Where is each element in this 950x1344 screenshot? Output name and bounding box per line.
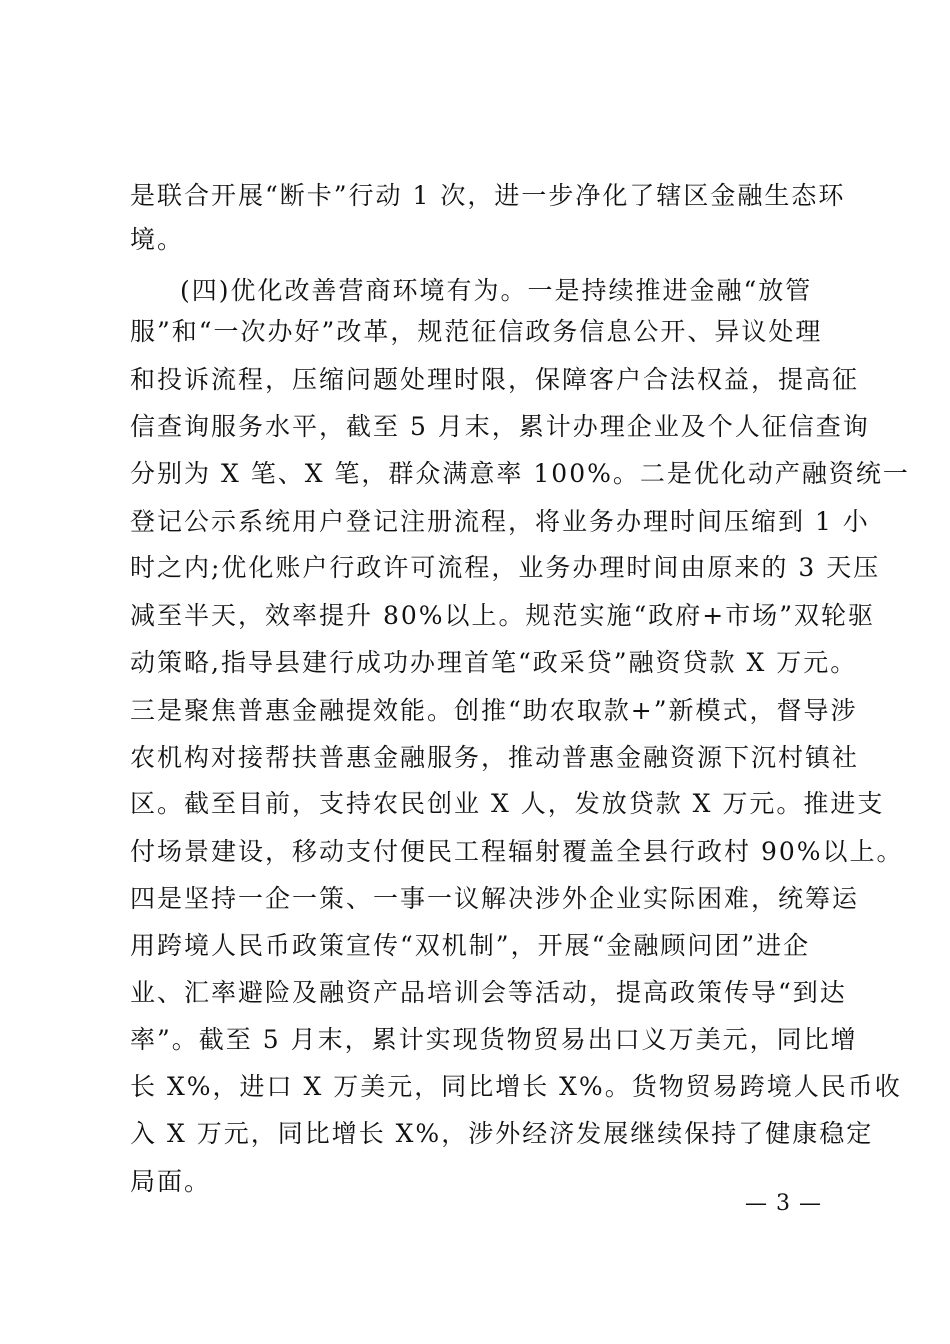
text-line-10: 减至半天，效率提升 80%以上。规范实施“政府+市场”双轮驱 xyxy=(130,601,876,630)
text-line-9: 时之内;优化账户行政许可流程，业务办理时间由原来的 3 天压 xyxy=(130,553,881,582)
text-line-13: 农机构对接帮扶普惠金融服务，推动普惠金融资源下沉村镇社 xyxy=(130,743,860,772)
text-line-1: 是联合开展“断卡”行动 1 次，进一步净化了辖区金融生态环 xyxy=(130,181,846,210)
text-line-7: 分别为 X 笔、X 笔，群众满意率 100%。二是优化动产融资统一 xyxy=(130,459,910,488)
text-line-20: 长 X%，进口 X 万美元，同比增长 X%。货物贸易跨境人民币收 xyxy=(130,1072,902,1101)
text-line-11: 动策略,指导县建行成功办理首笔“政采贷”融资贷款 X 万元。 xyxy=(130,648,858,677)
text-line-16: 四是坚持一企一策、一事一议解决涉外企业实际困难，统筹运 xyxy=(130,884,860,913)
text-line-6: 信查询服务水平，截至 5 月末，累计办理企业及个人征信查询 xyxy=(130,412,870,441)
section-heading-line: (四)优化改善营商环境有为。一是持续推进金融“放管 xyxy=(180,276,813,305)
text-line-15: 付场景建设，移动支付便民工程辐射覆盖全县行政村 90%以上。 xyxy=(130,837,904,866)
text-line-22: 局面。 xyxy=(130,1167,212,1196)
text-line-19: 率”。截至 5 月末，累计实现货物贸易出口义万美元，同比增 xyxy=(130,1025,858,1054)
text-line-2: 境。 xyxy=(130,225,185,254)
text-line-21: 入 X 万元，同比增长 X%，涉外经济发展继续保持了健康稳定 xyxy=(130,1119,874,1148)
text-line-18: 业、汇率避险及融资产品培训会等活动，提高政策传导“到达 xyxy=(130,978,847,1007)
text-line-14: 区。截至目前，支持农民创业 X 人，发放贷款 X 万元。推进支 xyxy=(130,789,885,818)
text-line-12: 三是聚焦普惠金融提效能。创推“助农取款+”新模式，督导涉 xyxy=(130,696,858,725)
text-line-5: 和投诉流程，压缩问题处理时限，保障客户合法权益，提高征 xyxy=(130,365,860,394)
page-number: — 3 — xyxy=(745,1191,822,1216)
text-line-8: 登记公示系统用户登记注册流程，将业务办理时间压缩到 1 小 xyxy=(130,507,870,536)
text-line-4: 服”和“一次办好”改革，规范征信政务信息公开、异议处理 xyxy=(130,317,823,346)
text-line-17: 用跨境人民币政策宣传“双机制”，开展“金融顾问团”进企 xyxy=(130,931,811,960)
